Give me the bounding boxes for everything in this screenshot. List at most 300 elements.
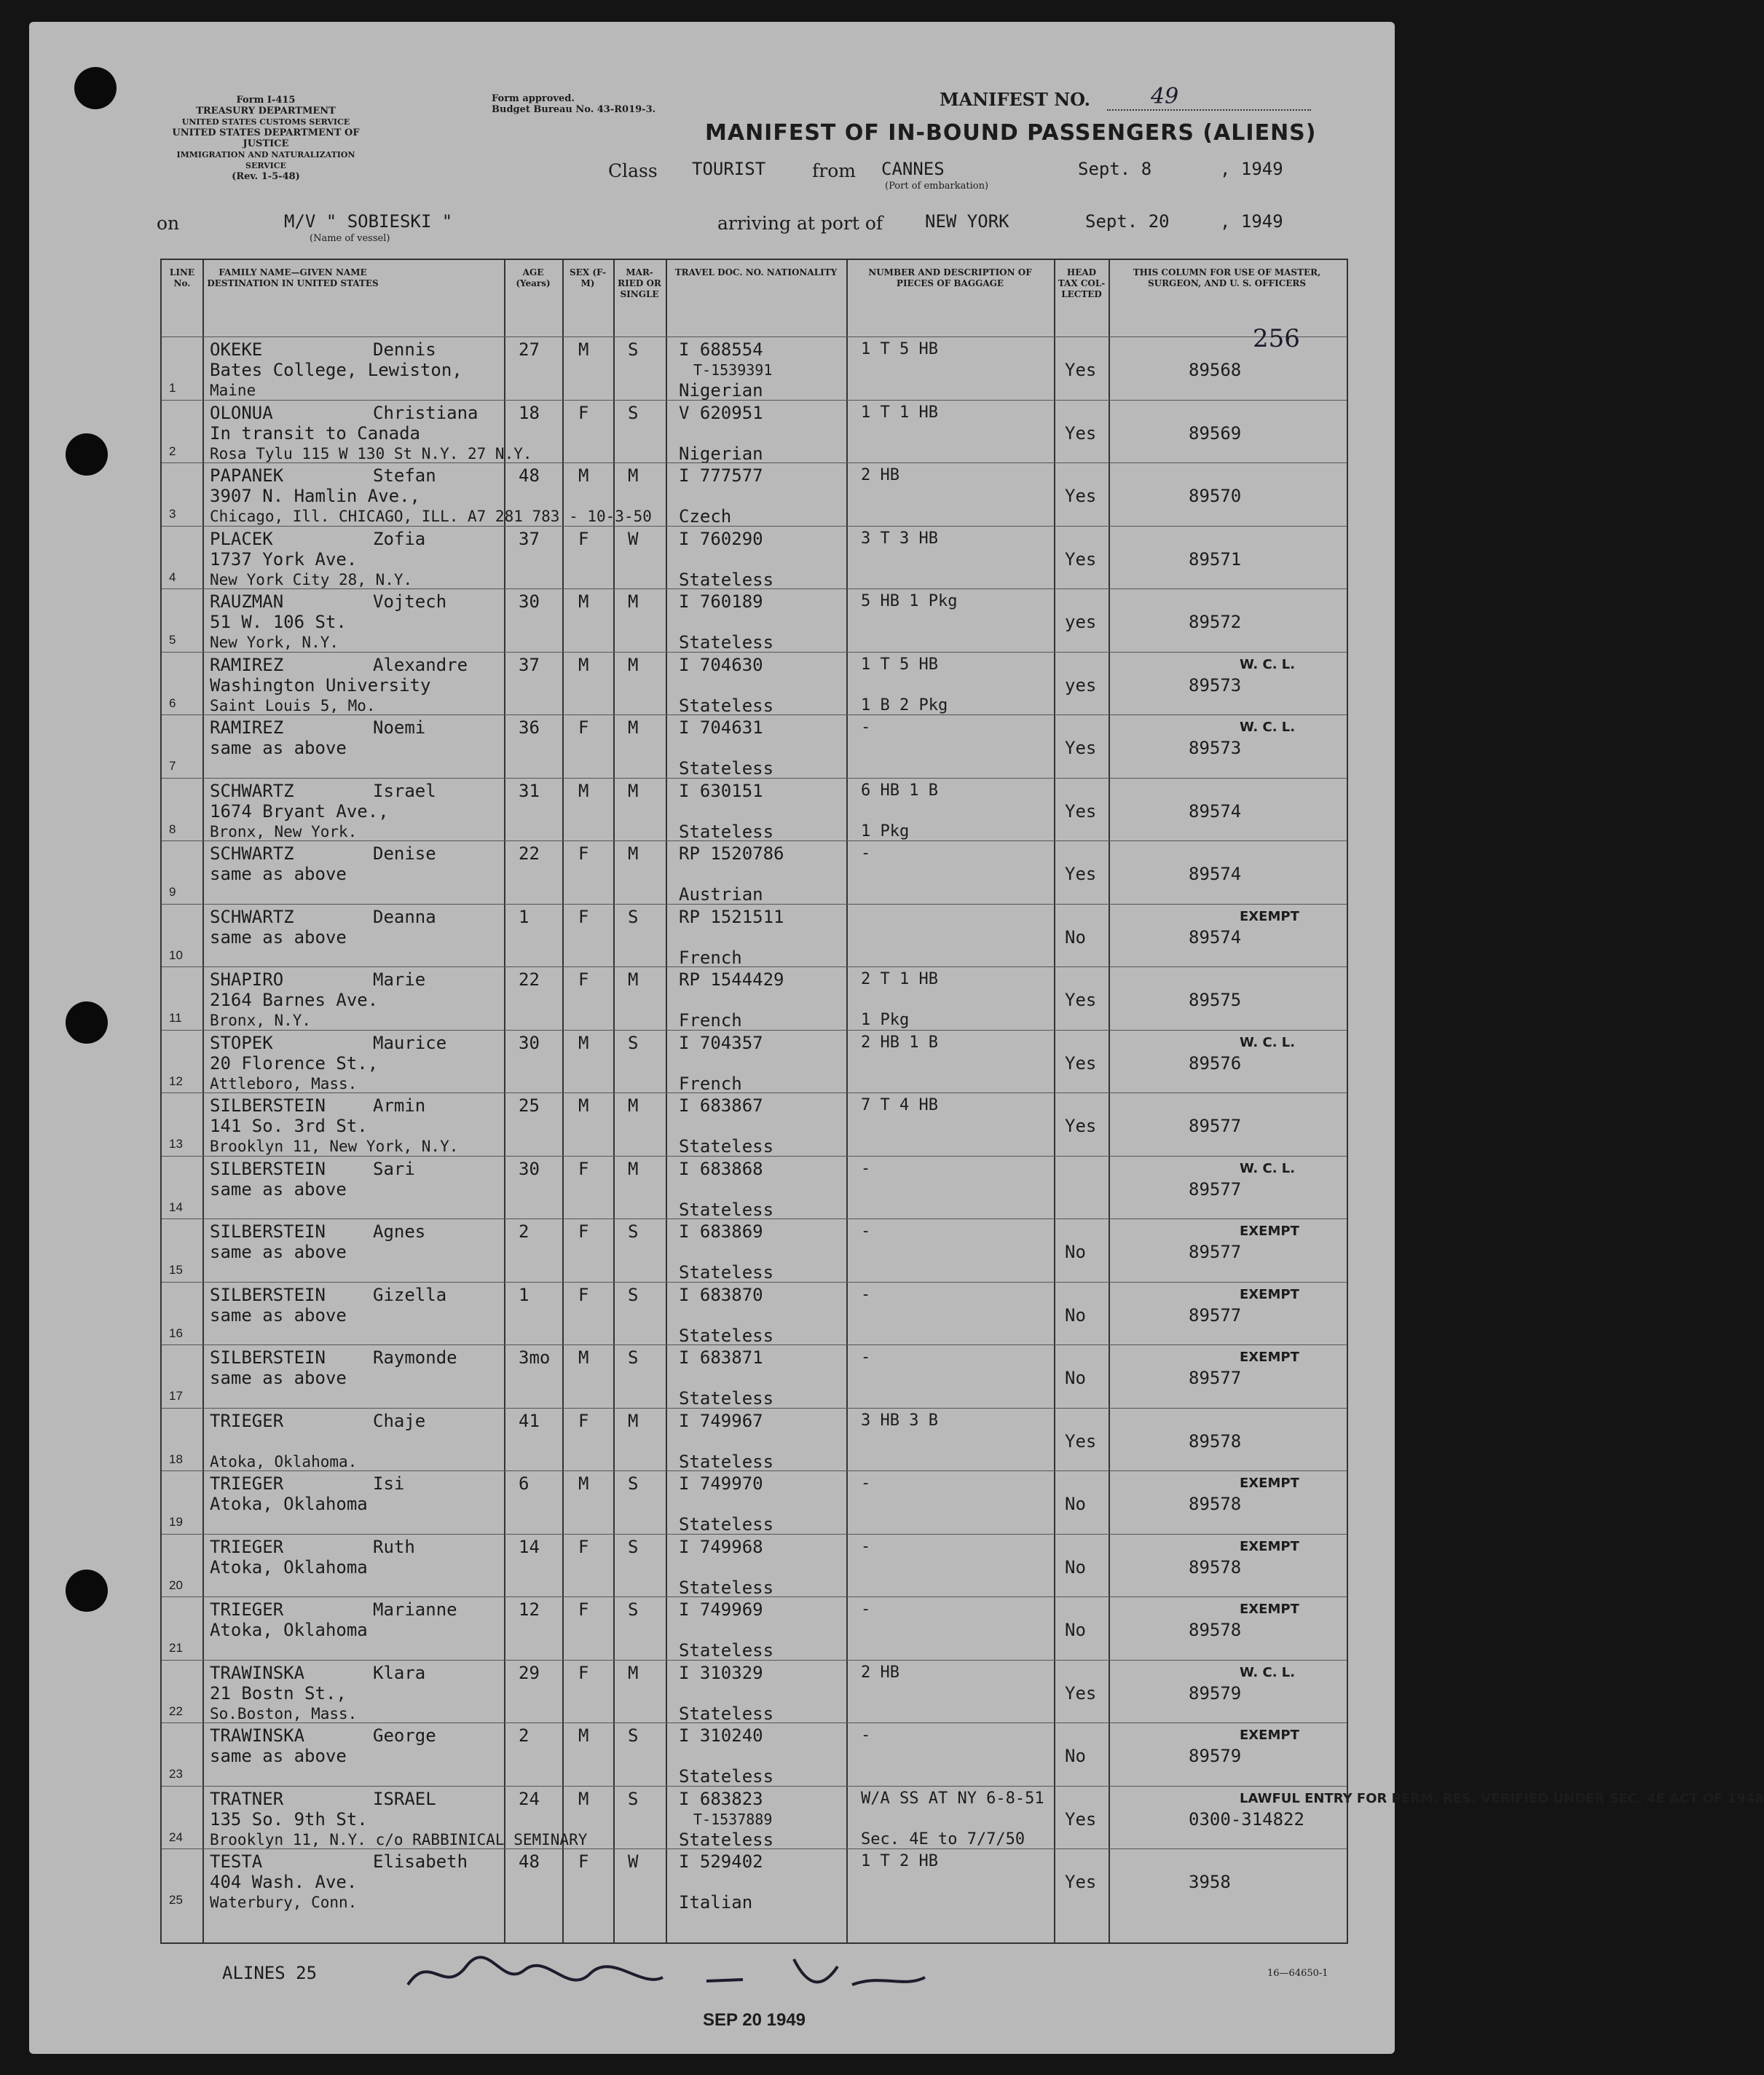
- marital-status: M: [628, 654, 639, 675]
- line-number: 16: [169, 1326, 183, 1340]
- family-name: OLONUA: [210, 402, 273, 423]
- baggage: -: [861, 1348, 871, 1366]
- destination-line: Brooklyn 11, N.Y. c/o RABBINICAL SEMINARY: [210, 1830, 588, 1848]
- travel-doc-alt: T-1537889: [693, 1810, 773, 1828]
- family-name: TRATNER: [210, 1788, 284, 1809]
- line-number: 1: [169, 381, 176, 395]
- travel-doc-number: I 688554: [679, 339, 763, 360]
- given-name: Marianne: [373, 1599, 457, 1620]
- travel-doc-number: I 749969: [679, 1599, 763, 1620]
- table-row: [162, 778, 1347, 841]
- age: 1: [519, 1284, 529, 1305]
- punch-hole: [74, 67, 117, 109]
- dept-line: UNITED STATES DEPARTMENT OF JUSTICE: [172, 127, 360, 149]
- officer-number: 89574: [1189, 800, 1242, 822]
- head-tax: No: [1065, 1242, 1086, 1262]
- baggage: -: [861, 1222, 871, 1240]
- destination-line: same as above: [210, 1368, 347, 1388]
- sex: F: [578, 528, 589, 549]
- baggage: -: [861, 1600, 871, 1618]
- destination-line: Waterbury, Conn.: [210, 1894, 358, 1911]
- table-row: [162, 1344, 1347, 1408]
- baggage: 2 HB 1 B: [861, 1033, 938, 1052]
- age: 48: [519, 465, 540, 486]
- destination-line: 404 Wash. Ave.: [210, 1872, 358, 1892]
- age: 22: [519, 843, 540, 864]
- officer-note: W. C. L.: [1240, 1160, 1296, 1176]
- sex: M: [578, 1473, 589, 1494]
- table-row: [162, 840, 1347, 904]
- baggage: 2 HB: [861, 466, 899, 484]
- destination-line: same as above: [210, 926, 347, 948]
- age: 31: [519, 780, 540, 801]
- marital-status: M: [628, 465, 639, 486]
- officer-note: EXEMPT: [1240, 1286, 1299, 1302]
- travel-doc-number: I 704357: [679, 1032, 763, 1053]
- sex: F: [578, 969, 589, 990]
- table-row: [162, 526, 1347, 589]
- marital-status: S: [628, 906, 639, 927]
- family-name: TRIEGER: [210, 1410, 284, 1431]
- from-label: from: [812, 160, 856, 181]
- form-approval: [492, 93, 655, 115]
- travel-doc-number: I 683867: [679, 1095, 763, 1116]
- page-mark: 256: [1253, 324, 1300, 353]
- officer-note: W. C. L.: [1240, 656, 1296, 672]
- arriving-port: NEW YORK: [925, 211, 1009, 232]
- header-travel-doc: TRAVEL DOC. NO. NATIONALITY: [674, 267, 838, 277]
- baggage: 1 T 1 HB: [861, 403, 938, 422]
- nationality: Stateless: [679, 1514, 774, 1535]
- destination-line: 141 So. 3rd St.: [210, 1116, 368, 1136]
- head-tax: No: [1065, 1304, 1086, 1326]
- sex: F: [578, 1599, 589, 1620]
- baggage: -: [861, 1537, 871, 1556]
- destination-line: Bates College, Lewiston,: [210, 360, 462, 380]
- travel-doc-number: RP 1520786: [679, 843, 784, 864]
- officer-number: 89574: [1189, 864, 1242, 884]
- age: 30: [519, 1158, 540, 1179]
- nationality: Stateless: [679, 758, 774, 779]
- travel-doc-number: I 704631: [679, 717, 763, 738]
- destination-line: same as above: [210, 864, 347, 884]
- sex: M: [578, 654, 589, 675]
- sex: M: [578, 465, 589, 486]
- destination-line: Maine: [210, 382, 256, 399]
- table-row: [162, 1156, 1347, 1219]
- baggage-extra: 1 B 2 Pkg: [861, 696, 948, 714]
- manifest-underline: [1107, 109, 1311, 111]
- marital-status: M: [628, 717, 639, 738]
- destination-line: same as above: [210, 1304, 347, 1326]
- table-row: [162, 1722, 1347, 1786]
- approval-line: Form approved.: [492, 93, 575, 104]
- given-name: Agnes: [373, 1221, 426, 1242]
- marital-status: W: [628, 528, 639, 549]
- destination-line: same as above: [210, 738, 347, 758]
- given-name: Gizella: [373, 1284, 447, 1305]
- officer-note: EXEMPT: [1240, 1350, 1299, 1365]
- nationality: French: [679, 1010, 742, 1031]
- age: 6: [519, 1473, 529, 1494]
- officer-number: 89577: [1189, 1242, 1242, 1262]
- head-tax: No: [1065, 1494, 1086, 1514]
- family-name: SCHWARTZ: [210, 906, 294, 927]
- marital-status: S: [628, 1599, 639, 1620]
- line-number: 20: [169, 1578, 183, 1592]
- baggage: 1 T 5 HB: [861, 655, 938, 674]
- header-name: FAMILY NAME—GIVEN NAME DESTINATION IN UNITED STATES: [207, 267, 379, 288]
- arriving-label: arriving at port of: [717, 213, 883, 234]
- destination-line: Rosa Tylu 115 W 130 St N.Y. 27 N.Y.: [210, 444, 532, 462]
- head-tax: yes: [1065, 674, 1097, 696]
- family-name: PAPANEK: [210, 465, 284, 486]
- line-number: 12: [169, 1074, 183, 1088]
- destination-line: Attleboro, Mass.: [210, 1074, 358, 1092]
- family-name: TRAWINSKA: [210, 1662, 305, 1683]
- marital-status: M: [628, 1158, 639, 1179]
- head-tax: Yes: [1065, 422, 1097, 444]
- sex: M: [578, 1725, 589, 1746]
- officer-note: EXEMPT: [1240, 908, 1299, 924]
- line-number: 4: [169, 570, 176, 584]
- nationality: Stateless: [679, 632, 774, 653]
- table-row: [162, 336, 1347, 400]
- header-sex: SEX (F-M): [570, 267, 606, 288]
- officer-number: 89575: [1189, 990, 1242, 1010]
- nationality: Stateless: [679, 1451, 774, 1472]
- marital-status: S: [628, 1032, 639, 1053]
- age: 37: [519, 528, 540, 549]
- baggage-extra: 1 Pkg: [861, 822, 910, 840]
- destination-line: same as above: [210, 1178, 347, 1200]
- line-number: 22: [169, 1704, 183, 1718]
- travel-doc-number: V 620951: [679, 402, 763, 423]
- table-row: [162, 714, 1347, 778]
- given-name: Elisabeth: [373, 1851, 468, 1872]
- destination-line: New York, N.Y.: [210, 634, 339, 651]
- sex: F: [578, 402, 589, 423]
- nationality: Stateless: [679, 1829, 774, 1850]
- officer-number: 89577: [1189, 1116, 1242, 1136]
- punch-hole: [66, 1570, 108, 1612]
- on-label: on: [157, 213, 180, 234]
- given-name: Deanna: [373, 906, 436, 927]
- baggage: -: [861, 1726, 871, 1744]
- arrive-year: , 1949: [1220, 211, 1283, 232]
- given-name: Dennis: [373, 339, 436, 360]
- travel-doc-number: I 630151: [679, 780, 763, 801]
- punch-hole: [66, 433, 108, 476]
- sex: M: [578, 1095, 589, 1116]
- nationality: Stateless: [679, 1640, 774, 1661]
- given-name: Christiana: [373, 402, 479, 423]
- manifest-number: 49: [1151, 84, 1179, 109]
- family-name: PLACEK: [210, 528, 273, 549]
- head-tax: Yes: [1065, 800, 1097, 822]
- nationality: Stateless: [679, 1325, 774, 1346]
- sex: M: [578, 1347, 589, 1368]
- destination-line: 1737 York Ave.: [210, 548, 358, 570]
- age: 25: [519, 1095, 540, 1116]
- header-head-tax: HEAD TAX COL-LECTED: [1058, 267, 1106, 299]
- head-tax: No: [1065, 1746, 1086, 1766]
- sex: F: [578, 1851, 589, 1872]
- age: 18: [519, 402, 540, 423]
- destination-line: 2164 Barnes Ave.: [210, 990, 379, 1010]
- table-row: [162, 1596, 1347, 1660]
- given-name: Noemi: [373, 717, 426, 738]
- punch-hole: [66, 1001, 108, 1044]
- marital-status: M: [628, 1410, 639, 1431]
- marital-status: S: [628, 1473, 639, 1494]
- head-tax: Yes: [1065, 990, 1097, 1010]
- officer-number: 89573: [1189, 738, 1242, 758]
- given-name: Raymonde: [373, 1347, 457, 1368]
- destination-line: Atoka, Oklahoma: [210, 1494, 368, 1514]
- officer-note: W. C. L.: [1240, 720, 1296, 735]
- family-name: TRIEGER: [210, 1536, 284, 1557]
- head-tax: Yes: [1065, 486, 1097, 506]
- line-number: 3: [169, 507, 176, 521]
- head-tax: Yes: [1065, 864, 1097, 884]
- vessel-sublabel: (Name of vessel): [310, 233, 390, 244]
- marital-status: S: [628, 402, 639, 423]
- age: 14: [519, 1536, 540, 1557]
- given-name: Sari: [373, 1158, 415, 1179]
- table-row: [162, 1470, 1347, 1534]
- table-row: [162, 1786, 1764, 1850]
- age: 2: [519, 1221, 529, 1242]
- family-name: TESTA: [210, 1851, 263, 1872]
- destination-line: 135 So. 9th St.: [210, 1808, 368, 1830]
- destination-line: Atoka, Oklahoma: [210, 1620, 368, 1640]
- family-name: TRIEGER: [210, 1473, 284, 1494]
- line-number: 10: [169, 948, 183, 962]
- table-row: [162, 588, 1347, 652]
- marital-status: S: [628, 339, 639, 360]
- head-tax: Yes: [1065, 1430, 1097, 1452]
- table-row: [162, 1092, 1347, 1156]
- dept-line: IMMIGRATION AND NATURALIZATION SERVICE: [176, 150, 355, 170]
- family-name: SILBERSTEIN: [210, 1158, 326, 1179]
- revision: (Rev. 1-5-48): [232, 171, 300, 182]
- age: 12: [519, 1599, 540, 1620]
- family-name: SILBERSTEIN: [210, 1221, 326, 1242]
- destination-line: Atoka, Oklahoma.: [210, 1452, 358, 1470]
- nationality: French: [679, 1073, 742, 1094]
- nationality: Stateless: [679, 1262, 774, 1283]
- travel-doc-number: I 683871: [679, 1347, 763, 1368]
- line-number: 11: [169, 1011, 182, 1025]
- officer-number: 89578: [1189, 1430, 1242, 1452]
- baggage: 2 HB: [861, 1663, 899, 1682]
- nationality: Stateless: [679, 821, 774, 842]
- footer-code: 16—64650-1: [1267, 1968, 1328, 1979]
- line-number: 9: [169, 885, 176, 899]
- baggage: -: [861, 844, 871, 862]
- destination-line: 20 Florence St.,: [210, 1052, 379, 1074]
- travel-doc-number: I 704630: [679, 654, 763, 675]
- travel-doc-number: I 310240: [679, 1725, 763, 1746]
- travel-doc-number: I 749968: [679, 1536, 763, 1557]
- sex: F: [578, 1221, 589, 1242]
- baggage-extra: 1 Pkg: [861, 1011, 910, 1029]
- given-name: Marie: [373, 969, 426, 990]
- destination-line: Atoka, Oklahoma: [210, 1556, 368, 1578]
- arrive-date: Sept. 20: [1085, 211, 1170, 232]
- officer-number: 89572: [1189, 612, 1242, 632]
- head-tax: Yes: [1065, 1052, 1097, 1074]
- marital-status: S: [628, 1725, 639, 1746]
- table-row: [162, 1408, 1347, 1471]
- form-number: Form I-415: [236, 95, 296, 106]
- table-row: [162, 400, 1347, 463]
- manifest-label: MANIFEST NO.: [940, 89, 1091, 110]
- destination-line: same as above: [210, 1746, 347, 1766]
- head-tax: Yes: [1065, 1682, 1097, 1704]
- officer-number: 89579: [1189, 1746, 1242, 1766]
- officer-number: 89568: [1189, 360, 1242, 380]
- sex: F: [578, 1536, 589, 1557]
- marital-status: S: [628, 1284, 639, 1305]
- table-row: [162, 462, 1347, 526]
- line-number: 17: [169, 1389, 183, 1403]
- age: 30: [519, 1032, 540, 1053]
- dept-line: UNITED STATES CUSTOMS SERVICE: [181, 117, 350, 127]
- age: 30: [519, 591, 540, 612]
- officer-number: 89579: [1189, 1682, 1242, 1704]
- officer-number: 89578: [1189, 1620, 1242, 1640]
- nationality: Italian: [679, 1892, 753, 1913]
- footer-alines: ALINES 25: [222, 1963, 318, 1983]
- travel-doc-number: I 529402: [679, 1851, 763, 1872]
- nationality: Nigerian: [679, 443, 763, 464]
- line-number: 13: [169, 1137, 183, 1151]
- travel-doc-number: I 683870: [679, 1284, 763, 1305]
- marital-status: S: [628, 1788, 639, 1809]
- marital-status: M: [628, 780, 639, 801]
- officer-number: 89570: [1189, 486, 1242, 506]
- family-name: RAUZMAN: [210, 591, 284, 612]
- table-row: [162, 966, 1347, 1030]
- age: 48: [519, 1851, 540, 1872]
- line-number: 21: [169, 1641, 183, 1655]
- family-name: SILBERSTEIN: [210, 1284, 326, 1305]
- table-row: [162, 1534, 1347, 1597]
- family-name: SCHWARTZ: [210, 843, 294, 864]
- family-name: STOPEK: [210, 1032, 273, 1053]
- manifest-title: MANIFEST OF IN-BOUND PASSENGERS (ALIENS): [705, 120, 1317, 146]
- nationality: Stateless: [679, 695, 774, 716]
- given-name: Klara: [373, 1662, 426, 1683]
- officer-note: EXEMPT: [1240, 1224, 1299, 1239]
- officer-number: 0300-314822: [1189, 1808, 1304, 1830]
- nationality: Stateless: [679, 1577, 774, 1598]
- table-row: [162, 1218, 1347, 1282]
- table-row: [162, 1848, 1347, 1912]
- head-tax: No: [1065, 1368, 1086, 1388]
- marital-status: S: [628, 1536, 639, 1557]
- sex: M: [578, 339, 589, 360]
- baggage: 2 T 1 HB: [861, 970, 938, 988]
- head-tax: No: [1065, 926, 1086, 948]
- sex: M: [578, 1032, 589, 1053]
- from-date: Sept. 8: [1078, 159, 1152, 179]
- officer-number: 89577: [1189, 1304, 1242, 1326]
- baggage: 7 T 4 HB: [861, 1096, 938, 1114]
- nationality: Stateless: [679, 1766, 774, 1787]
- sex: M: [578, 591, 589, 612]
- table-row: [162, 1282, 1347, 1345]
- footer-date-stamp: SEP 20 1949: [703, 2010, 806, 2030]
- age: 1: [519, 906, 529, 927]
- marital-status: S: [628, 1221, 639, 1242]
- officer-note: EXEMPT: [1240, 1728, 1299, 1743]
- head-tax: Yes: [1065, 360, 1097, 380]
- baggage: -: [861, 1159, 871, 1178]
- dept-line: TREASURY DEPARTMENT: [196, 106, 336, 117]
- line-number: 25: [169, 1893, 183, 1907]
- destination-line: So.Boston, Mass.: [210, 1704, 358, 1722]
- destination-line: 3907 N. Hamlin Ave.,: [210, 486, 420, 506]
- family-name: TRIEGER: [210, 1599, 284, 1620]
- destination-line: New York City 28, N.Y.: [210, 570, 413, 588]
- marital-status: M: [628, 843, 639, 864]
- line-number: 8: [169, 822, 176, 836]
- officer-number: 89571: [1189, 548, 1242, 570]
- destination-line: Bronx, N.Y.: [210, 1012, 312, 1029]
- officer-number: 89577: [1189, 1178, 1242, 1200]
- given-name: Stefan: [373, 465, 436, 486]
- nationality: Stateless: [679, 1199, 774, 1220]
- baggage: -: [861, 1285, 871, 1304]
- given-name: George: [373, 1725, 436, 1746]
- line-number: 19: [169, 1515, 183, 1529]
- sex: F: [578, 1284, 589, 1305]
- passenger-table: [160, 259, 1764, 1944]
- header-officers: THIS COLUMN FOR USE OF MASTER, SURGEON, AND U. S. OFFICERS: [1133, 267, 1321, 288]
- sex: F: [578, 843, 589, 864]
- approval-line: Budget Bureau No. 43-R019-3.: [492, 104, 656, 115]
- table-row: [162, 1030, 1347, 1093]
- travel-doc-number: I 683869: [679, 1221, 763, 1242]
- marital-status: M: [628, 1662, 639, 1683]
- given-name: Ruth: [373, 1536, 415, 1557]
- officer-number: 89574: [1189, 926, 1242, 948]
- age: 36: [519, 717, 540, 738]
- officer-note: EXEMPT: [1240, 1476, 1299, 1491]
- officer-note: W. C. L.: [1240, 1664, 1296, 1680]
- line-number: 7: [169, 759, 176, 773]
- age: 24: [519, 1788, 540, 1809]
- head-tax: No: [1065, 1556, 1086, 1578]
- officer-note: EXEMPT: [1240, 1538, 1299, 1554]
- line-number: 2: [169, 444, 176, 458]
- baggage: W/A SS AT NY 6-8-51: [861, 1789, 1044, 1808]
- given-name: Denise: [373, 843, 436, 864]
- given-name: Vojtech: [373, 591, 447, 612]
- family-name: RAMIREZ: [210, 717, 284, 738]
- sex: M: [578, 780, 589, 801]
- family-name: SILBERSTEIN: [210, 1347, 326, 1368]
- destination-line: Brooklyn 11, New York, N.Y.: [210, 1138, 459, 1155]
- age: 2: [519, 1725, 529, 1746]
- nationality: French: [679, 947, 742, 968]
- marital-status: W: [628, 1851, 639, 1872]
- line-number: 14: [169, 1200, 183, 1214]
- nationality: Stateless: [679, 1388, 774, 1409]
